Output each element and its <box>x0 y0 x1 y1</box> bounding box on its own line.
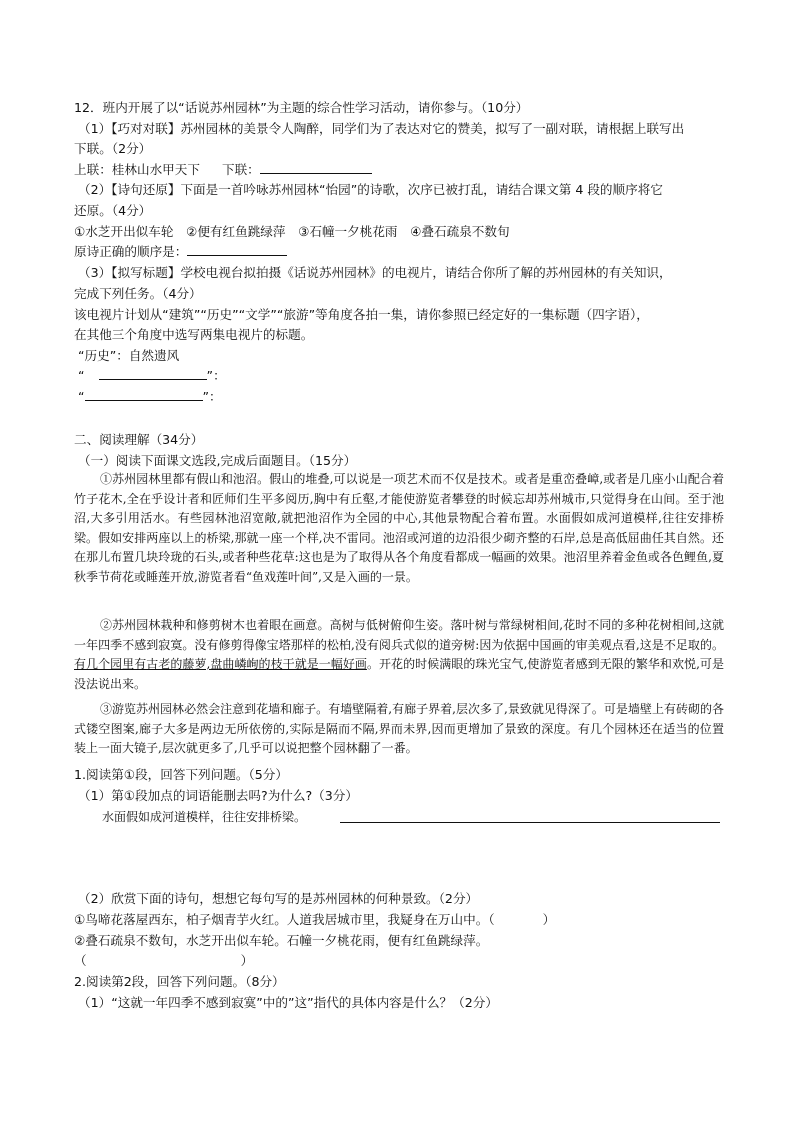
title-example: “历史”：自然遗风 <box>78 348 180 363</box>
couplet-lower-label: 下联： <box>221 162 260 177</box>
close-quote: ”： <box>206 368 226 383</box>
poem-line-2: ②叠石疏泉不数旬，水芝开出似车轮。石幢一夕桃花雨，便有红鱼跳绿萍。 <box>74 933 489 948</box>
open-quote: “ <box>78 389 85 404</box>
poem-1-text: ①鸟啼花落屋西东，柏子烟青芋火红。人道我居城市里，我疑身在万山中。（ <box>74 912 495 927</box>
passage-paragraph-2 <box>74 616 724 694</box>
shuffled-verses: ①水芝开出似车轮 ②便有红鱼跳绿萍 ③石幢一夕桃花雨 ④叠石疏泉不数旬 <box>74 224 510 239</box>
q12-part3-line4: 在其他三个角度中选写两集电视片的标题。 <box>74 327 314 342</box>
q12-part2-line1: （2）【诗句还原】下面是一首吟咏苏州园林“怡园”的诗歌，次序已被打乱，请结合课文第 4 段的顺序将它 <box>78 182 663 197</box>
title-blank-row-2 <box>78 387 738 406</box>
order-line <box>74 242 734 261</box>
passage-paragraph-3: ③游览苏州园林必然会注意到花墙和廊子。有墙壁隔着,有廊子界着,层次多了,景致就见得深了。可是墙壁上有砖砌的各式镂空图案,廊子大多是两边无所依傍的,实际是隔而不隔,界而未界,因而更增加了景致的深度。有几个园林还在适当的位置装上一面大镜子,层次就更多了,几乎可以说把整个园林翻了一番。 <box>74 702 724 755</box>
order-label: 原诗正确的顺序是： <box>74 244 188 259</box>
title-answer-blank-2[interactable] <box>85 387 203 401</box>
open-quote: “ <box>78 368 85 383</box>
question-12-title: 12．班内开展了以“话说苏州园林”为主题的综合性学习活动，请你参与。（10分） <box>74 100 529 115</box>
paragraph-2-part-a: ②苏州园林栽种和修剪树木也着眼在画意。高树与低树俯仰生姿。落叶树与常绿树相间,花时不同的多种花树相间,这就一年四季不感到寂寞。没有修剪得像宝塔那样的松柏,没有阅兵式似的道旁树:因为依据中国画的审美观点看,这是不足取的。 <box>74 618 724 652</box>
couplet-upper: 上联：桂林山水甲天下 <box>74 162 200 177</box>
q12-part1-line2: 下联。（2分） <box>74 141 152 156</box>
title-answer-blank-1[interactable] <box>99 366 207 380</box>
poem-2-close-paren: ） <box>240 953 254 968</box>
poem-1-close-paren: ） <box>542 912 556 927</box>
couplet-answer-blank[interactable] <box>260 160 372 174</box>
section-2-sub-1: （一）阅读下面课文选段,完成后面题目。（15分） <box>78 453 357 468</box>
paragraph-2-part-b: 。开花的时候满眼的珠光宝气,使游览者感到无限的繁华和欢悦,可是没法说出来。 <box>74 657 724 691</box>
poem-2-open-paren: （ <box>74 953 87 968</box>
question-2-1: （1）“这就一年四季不感到寂寞”中的”这”指代的具体内容是什么？（2分） <box>78 995 498 1010</box>
poem-2-answer <box>74 951 734 970</box>
title-blank-row-1 <box>78 366 738 385</box>
question-1-2: （2）欣赏下面的诗句，想想它每句写的是苏州园林的何种景致。（2分） <box>78 891 479 906</box>
q12-part2-line2: 还原。（4分） <box>74 203 152 218</box>
order-answer-blank[interactable] <box>187 242 287 256</box>
question-1-1: （1）第①段加点的词语能删去吗?为什么?（3分） <box>78 788 358 803</box>
q12-part3-line2: 完成下列任务。（4分） <box>74 286 202 301</box>
paragraph-2-underlined: 有几个园里有古老的藤萝,盘曲嶙峋的枝干就是一幅好画 <box>74 657 367 671</box>
q12-part3-line3: 该电视片计划从“建筑”“历史”“文学”“旅游”等角度各拍一集，请你参照已经定好的一集标题（四字语）， <box>74 307 649 322</box>
poem-line-1 <box>74 910 734 929</box>
couplet-line <box>74 160 734 179</box>
answer-line[interactable] <box>340 822 720 823</box>
close-quote: ”： <box>202 389 222 404</box>
question-2: 2.阅读第2段，回答下列问题。（8分） <box>74 974 285 989</box>
section-2-title: 二、阅读理解（34分） <box>74 432 204 447</box>
question-1-1-quote: 水面假如成河道模样，往往安排桥梁。 <box>102 810 307 824</box>
q12-part3-line1: （3）【拟写标题】学校电视台拟拍摄《话说苏州园林》的电视片，请结合你所了解的苏州园林的有关知识， <box>78 265 672 280</box>
question-1: 1.阅读第①段，回答下列问题。（5分） <box>74 767 288 782</box>
q12-part1-line1: （1）【巧对对联】苏州园林的美景令人陶醉，同学们为了表达对它的赞美，拟写了一副对联，请根据上联写出 <box>78 121 685 136</box>
passage-paragraph-1: ①苏州园林里都有假山和池沼。假山的堆叠,可以说是一项艺术而不仅是技术。或者是重峦叠嶂,或者是几座小山配合着竹子花木,全在乎设计者和匠师们生平多阅历,胸中有丘壑,才能使游览者攀登的时候忘却苏州城市,只觉得身在山间。至于池沼,大多引用活水。有些园林池沼宽敞,就把池沼作为全园的中心,其他景物配合着布置。水面假如成河道模样,往往安排桥梁。假如安排两座以上的桥梁,那就一座一个样,决不雷同。池沼或河道的边沿很少砌齐整的石岸,总是高低屈曲任其自然。还在那儿布置几块玲珑的石头,或者种些花草:这也是为了取得从各个角度看都成一幅画的效果。池沼里养着金鱼或各色鲤鱼,夏秋季节荷花或睡莲开放,游览者看“鱼戏莲叶间”,又是入画的一景。 <box>74 472 724 584</box>
